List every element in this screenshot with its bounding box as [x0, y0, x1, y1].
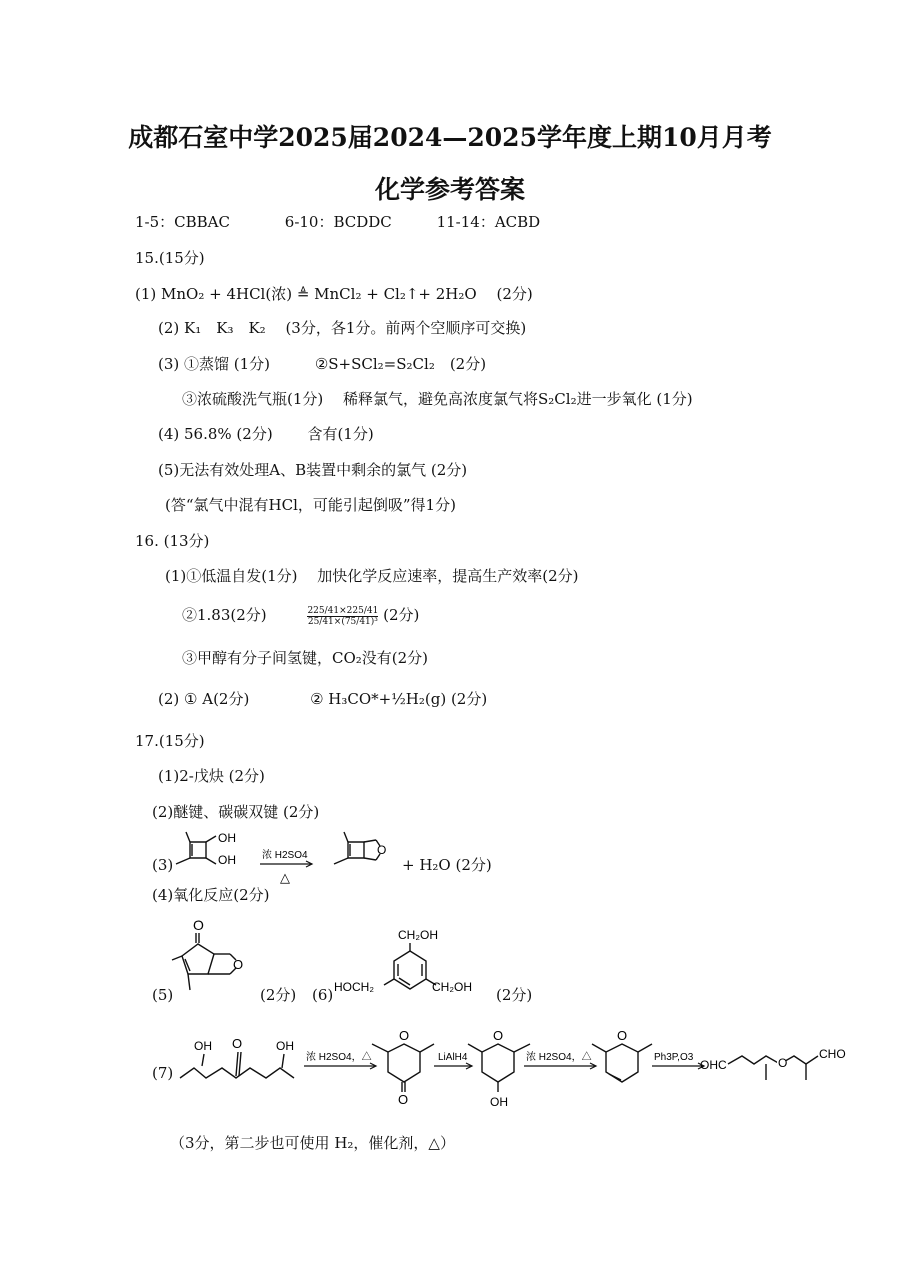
q17-part5-score: (2分): [260, 986, 297, 1004]
q17-part3-tail: + H₂O (2分): [402, 856, 492, 874]
q15-part4: (4) 56.8% (2分) 含有(1分): [158, 425, 374, 443]
reactant-oh-2: OH: [218, 853, 236, 867]
benzene-ring: [384, 943, 436, 989]
product-ring-o: O: [377, 843, 387, 857]
q15-part3-a: (3) ①蒸馏 (1分): [158, 355, 271, 373]
route-oh-2: OH: [276, 1039, 294, 1053]
route-pyranone-o: O: [398, 1092, 409, 1107]
right-ch2oh: CH₂OH: [432, 980, 472, 994]
q17-part5-label: (5): [152, 986, 174, 1004]
route-oh-1: OH: [194, 1039, 212, 1053]
reactant-oh-1: OH: [218, 831, 236, 845]
q15-part5-note: (答“氯气中混有HCl，可能引起倒吸”得1分): [165, 496, 456, 514]
q16-part2-b: ② H₃CO*+½H₂(g) (2分): [310, 690, 488, 708]
q16-part1-c: ③甲醇有分子间氢键，CO₂没有(2分): [182, 649, 429, 667]
page-title: 成都石室中学2025届2024—2025学年度上期10月月考: [128, 123, 772, 152]
route-pyran-o-1: O: [399, 1028, 410, 1043]
p3-condition: △: [280, 870, 290, 885]
route-pyran-o-3: O: [617, 1028, 628, 1043]
route-pyranol-oh: OH: [490, 1095, 508, 1109]
q16-part1: (1)①低温自发(1分) 加快化学反应速率，提高生产效率(2分): [165, 567, 579, 585]
q15-part3-c: ③浓硫酸洗气瓶(1分) 稀释氯气，避免高浓度氯气将S₂Cl₂进一步氧化 (1分): [182, 390, 693, 408]
q17-part6-score: (2分): [496, 986, 533, 1004]
ring-oxygen-5: O: [233, 957, 244, 972]
route-reagent-2: LiAlH4: [438, 1052, 468, 1063]
q15-part2: (2) K₁ K₃ K₂ (3分，各1分。前两个空顺序可交换): [158, 319, 527, 337]
q16-part2-a: (2) ① A(2分): [158, 690, 250, 708]
q15-part1: (1) MnO₂ + 4HCl(浓) ≜ MnCl₂ + Cl₂↑+ 2H₂O (2分): [135, 285, 533, 303]
q17-part6-label: (6): [312, 986, 334, 1004]
q17-part7-label: (7): [152, 1064, 174, 1082]
q17-head: 17.(15分): [135, 732, 205, 750]
mc-answers: [135, 212, 540, 232]
q15-part3: [158, 354, 486, 374]
ketone-oxygen: O: [193, 917, 204, 933]
kp-denominator: 25/41×(75/41)³: [307, 616, 378, 627]
ether-chain: [728, 1056, 818, 1064]
q17-part1: (1)2-戊炔 (2分): [158, 767, 265, 785]
q17-part5-structure: [170, 910, 260, 1000]
mc-1-5: 1-5：CBBAC: [135, 213, 230, 231]
q15-part5: (5)无法有效处理A、B装置中剩余的氯气 (2分): [158, 461, 468, 479]
q16-kp-expression: [307, 605, 378, 627]
diol-reactant-structure: [176, 832, 216, 864]
kp-numerator: 225/41×225/41: [307, 605, 379, 616]
route-pyran-o-2: O: [493, 1028, 504, 1043]
page-subtitle: 化学参考答案: [374, 175, 525, 204]
bicyclic-ether-product: [334, 832, 380, 864]
route-ether-o: O: [778, 1056, 788, 1070]
mc-6-10: 6-10：BCDDC: [284, 213, 392, 231]
q17-part7-route: [176, 1022, 866, 1114]
q17-part6-structure: [332, 925, 512, 1005]
q16-kp-value: ②1.83(2分): [182, 606, 267, 624]
q16-head: 16. (13分): [135, 532, 210, 550]
q17-part7-note: （3分，第二步也可使用 H₂，催化剂，△）: [170, 1134, 455, 1152]
route-reagent-1: 浓 H2SO4，△: [306, 1052, 372, 1063]
q17-part2: (2)醚键、碳碳双键 (2分): [152, 803, 320, 821]
route-reagent-4: Ph3P,O3: [654, 1052, 694, 1063]
p3-reagent: 浓 H2SO4: [262, 850, 308, 861]
route-ohc: OHC: [700, 1058, 727, 1072]
route-reagent-3: 浓 H2SO4，△: [526, 1052, 592, 1063]
q17-part4: (4)氧化反应(2分): [152, 886, 270, 904]
q17-part3-label: (3): [152, 856, 174, 874]
q16-part1-b: [182, 605, 419, 627]
kp-fraction: [307, 606, 378, 627]
left-hoch2: HOCH₂: [334, 980, 374, 994]
q15-head: 15.(15分): [135, 249, 205, 267]
q15-part3-b: ②S+SCl₂=S₂Cl₂ (2分): [314, 355, 487, 373]
q16-kp-score: (2分): [383, 606, 420, 624]
route-ketone-o: O: [232, 1036, 243, 1051]
q16-part2: [158, 689, 487, 709]
mc-11-14: 11-14：ACBD: [436, 213, 541, 231]
route-cho: CHO: [819, 1047, 846, 1061]
top-ch2oh: CH₂OH: [398, 928, 438, 942]
